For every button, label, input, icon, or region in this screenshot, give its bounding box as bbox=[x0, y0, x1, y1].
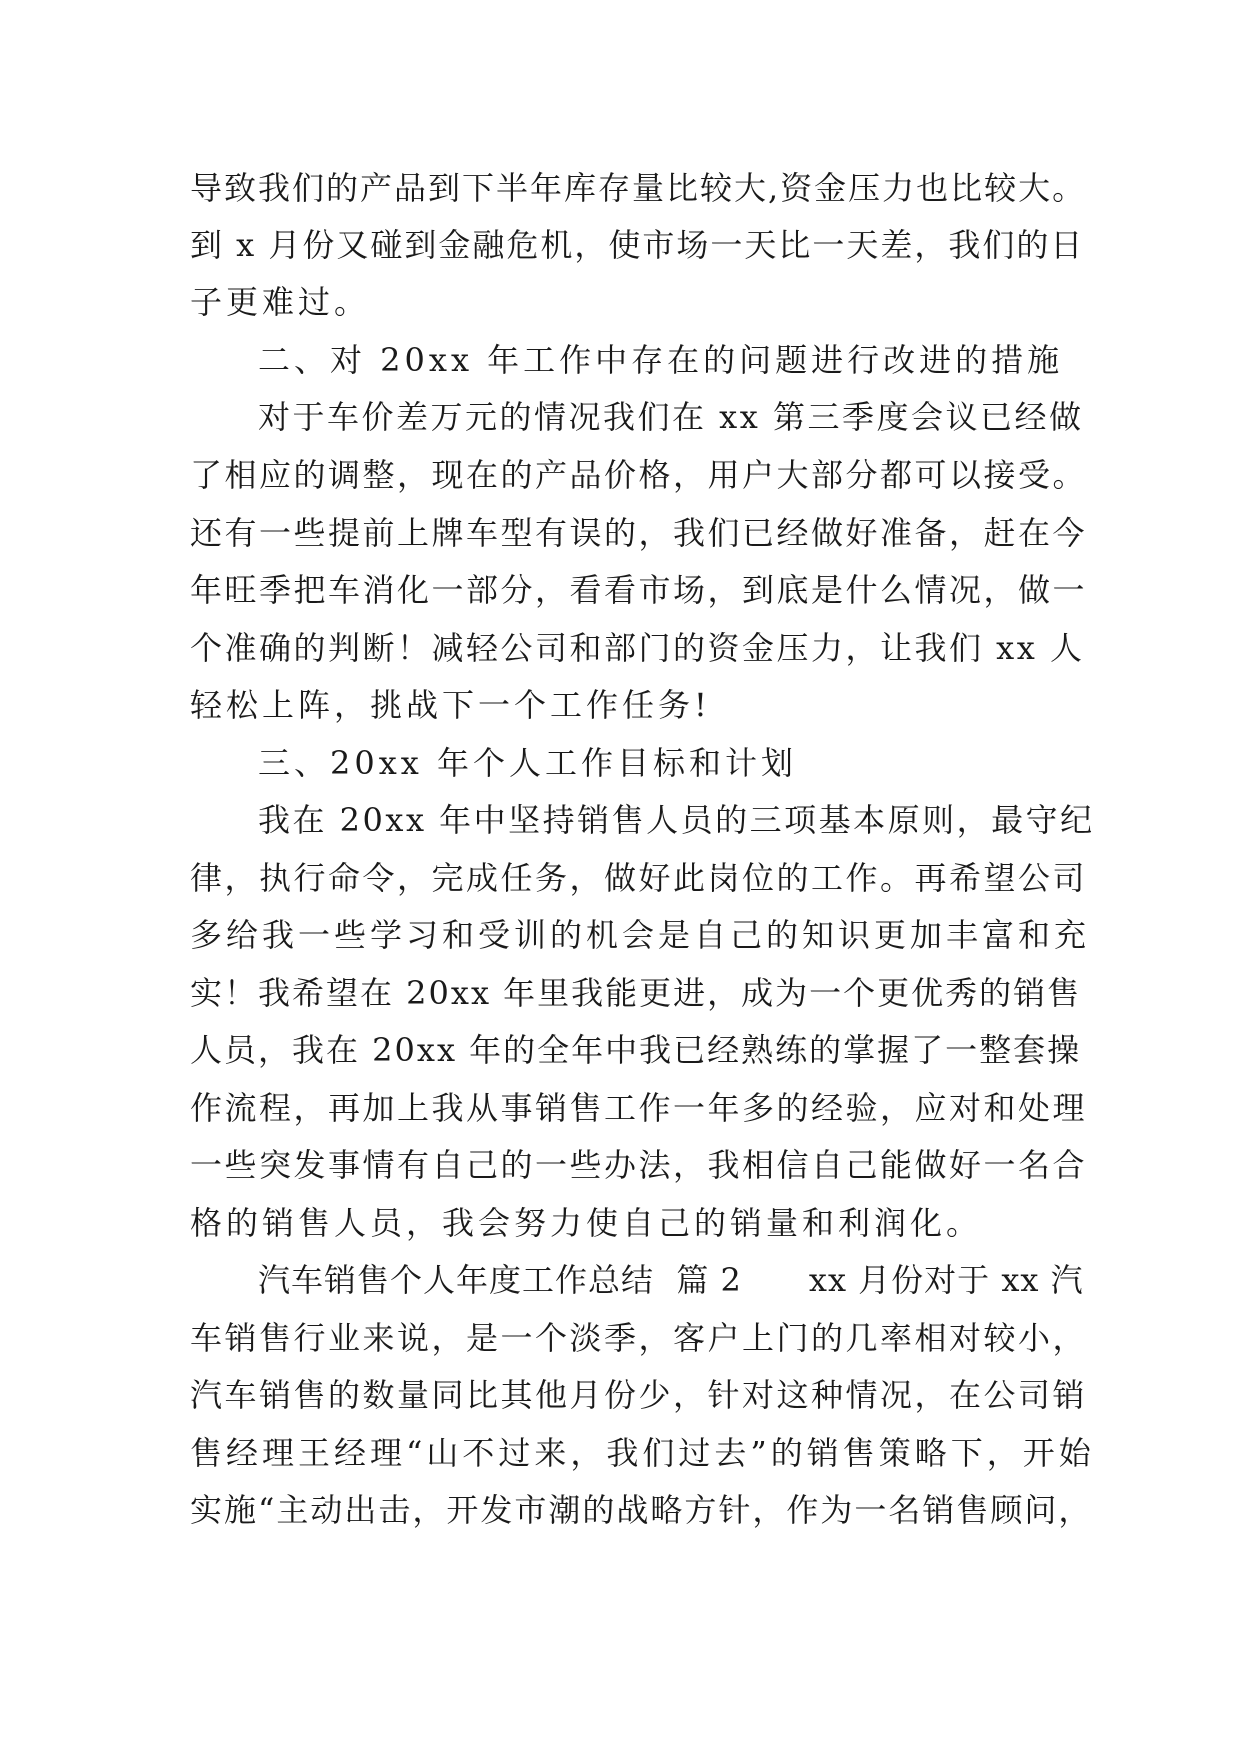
text-line: 汽车销售的数量同比其他月份少，针对这种情况，在公司销 bbox=[190, 1376, 1088, 1414]
text-line: 对于车价差万元的情况我们在 xx 第三季度会议已经做 bbox=[258, 398, 1084, 436]
text-line: 年旺季把车消化一部分，看看市场，到底是什么情况，做一 bbox=[190, 571, 1088, 609]
section-heading: 三、20xx 年个人工作目标和计划 bbox=[258, 744, 797, 782]
text-line: 作流程，再加上我从事销售工作一年多的经验，应对和处理 bbox=[190, 1089, 1088, 1127]
text-line: 我在 20xx 年中坚持销售人员的三项基本原则，最守纪 bbox=[258, 801, 1095, 839]
text-line: 了相应的调整，现在的产品价格，用户大部分都可以接受。 bbox=[190, 456, 1088, 494]
text-line: 轻松上阵，挑战下一个工作任务! bbox=[190, 686, 711, 724]
text-line: 一些突发事情有自己的一些办法，我相信自己能做好一名合 bbox=[190, 1146, 1088, 1184]
text-line: 到 x 月份又碰到金融危机，使市场一天比一天差，我们的日 bbox=[190, 226, 1085, 264]
text-line: 售经理王经理“山不过来，我们过去”的销售策略下，开始 bbox=[190, 1434, 1095, 1472]
text-line: 子更难过。 bbox=[190, 283, 371, 321]
section-heading: 二、对 20xx 年工作中存在的问题进行改进的措施 bbox=[258, 341, 1064, 379]
text-line: 多给我一些学习和受训的机会是自己的知识更加丰富和充 bbox=[190, 916, 1091, 954]
text-line: 导致我们的产品到下半年库存量比较大,资金压力也比较大。 bbox=[190, 169, 1087, 207]
text-line: 格的销售人员，我会努力使自己的销量和利润化。 bbox=[190, 1204, 983, 1242]
text-line: 人员，我在 20xx 年的全年中我已经熟练的掌握了一整套操 bbox=[190, 1031, 1082, 1069]
text-line: 实！我希望在 20xx 年里我能更进，成为一个更优秀的销售 bbox=[190, 974, 1082, 1012]
text-line: 实施“主动出击，开发市潮的战略方针，作为一名销售顾问， bbox=[190, 1491, 1093, 1529]
text-line: 个准确的判断！减轻公司和部门的资金压力，让我们 xx 人 bbox=[190, 629, 1085, 667]
text-line: 还有一些提前上牌车型有误的，我们已经做好准备，赶在今 bbox=[190, 514, 1088, 552]
text-line: 车销售行业来说，是一个淡季，客户上门的几率相对较小， bbox=[190, 1319, 1088, 1357]
text-line: 律，执行命令，完成任务，做好此岗位的工作。再希望公司 bbox=[190, 859, 1088, 897]
section-title-line: 汽车销售个人年度工作总结 篇 2 xx 月份对于 xx 汽 bbox=[258, 1261, 1084, 1299]
